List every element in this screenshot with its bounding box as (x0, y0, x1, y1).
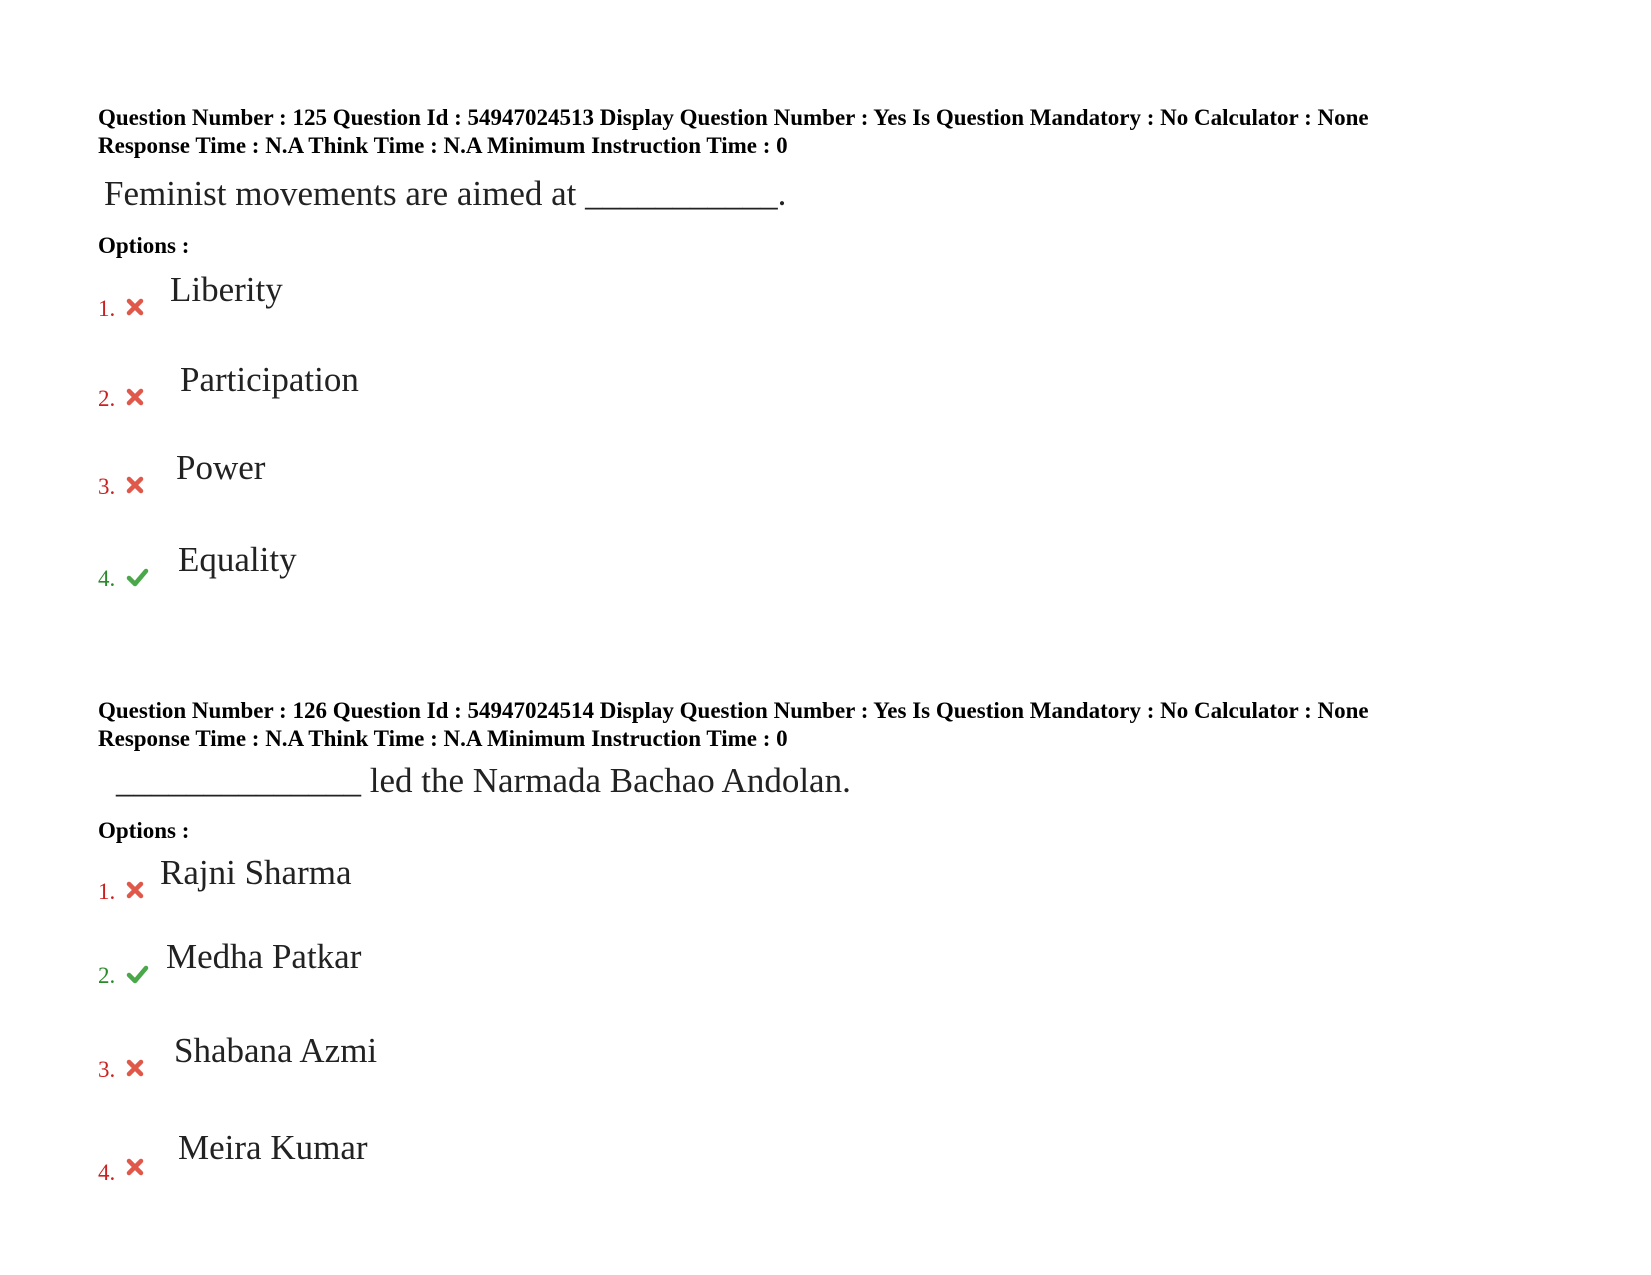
cross-icon (124, 1057, 146, 1079)
question-126 (98, 697, 1578, 1186)
option-1 (98, 853, 1578, 905)
options-label: Options : (98, 818, 190, 843)
question-125 (98, 104, 1578, 592)
cross-icon (124, 474, 146, 496)
option-text: Liberity (170, 270, 283, 309)
question-stem: Feminist movements are aimed at ___________. (104, 174, 787, 213)
option-text: Rajni Sharma (160, 853, 352, 892)
option-number: 2. (98, 386, 116, 411)
option-1 (98, 270, 1578, 322)
option-4 (98, 1128, 1578, 1186)
option-text: Meira Kumar (178, 1128, 368, 1167)
cross-icon (124, 1156, 146, 1178)
option-text: Participation (180, 360, 359, 399)
option-2 (98, 937, 1578, 989)
question-meta-line-2: Response Time : N.A Think Time : N.A Minimum Instruction Time : 0 (98, 726, 788, 751)
cross-icon (124, 386, 146, 408)
option-number: 1. (98, 879, 116, 904)
check-icon (124, 963, 150, 985)
option-3 (98, 1031, 1578, 1083)
option-text: Power (176, 448, 266, 487)
cross-icon (124, 296, 146, 318)
check-icon (124, 566, 150, 588)
option-number: 4. (98, 566, 116, 591)
cross-icon (124, 879, 146, 901)
options-label: Options : (98, 233, 190, 258)
question-meta-line-1: Question Number : 126 Question Id : 54947024514 Display Question Number : Yes Is Question Mandatory : No Calculator : None (98, 698, 1369, 723)
option-2 (98, 360, 1578, 412)
option-text: Equality (178, 540, 297, 579)
option-number: 1. (98, 296, 116, 321)
option-number: 4. (98, 1160, 116, 1185)
question-meta-line-2: Response Time : N.A Think Time : N.A Minimum Instruction Time : 0 (98, 133, 788, 158)
option-3 (98, 448, 1578, 500)
option-number: 2. (98, 963, 116, 988)
option-text: Medha Patkar (166, 937, 362, 976)
option-4 (98, 540, 1578, 592)
question-meta-line-1: Question Number : 125 Question Id : 54947024513 Display Question Number : Yes Is Question Mandatory : No Calculator : None (98, 105, 1369, 130)
option-number: 3. (98, 474, 116, 499)
question-stem: ______________ led the Narmada Bachao Andolan. (116, 761, 851, 800)
option-text: Shabana Azmi (174, 1031, 378, 1070)
option-number: 3. (98, 1057, 116, 1082)
